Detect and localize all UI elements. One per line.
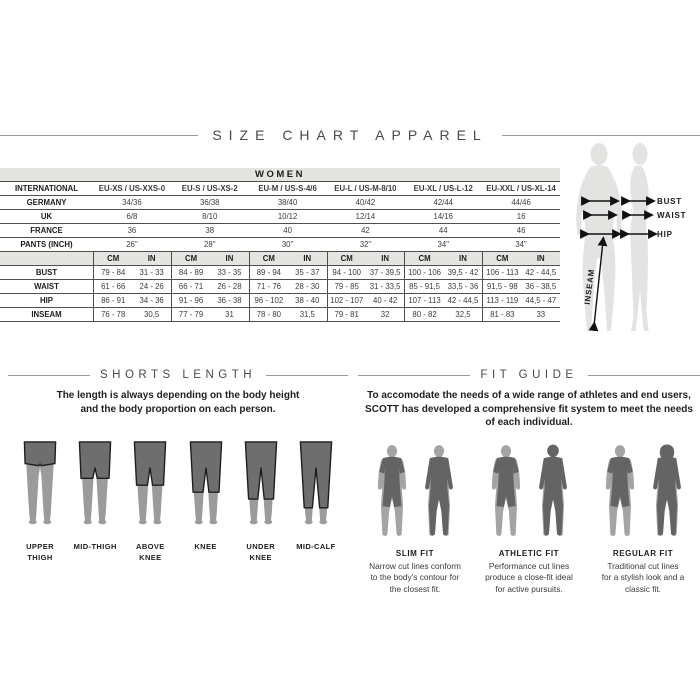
side-silhouette [630,143,649,331]
measure-group [93,308,171,321]
diagram-waist-label: WAIST [657,211,687,220]
measure-in-value: 33 [536,310,546,319]
shorts-label-line: KNEE [194,542,217,551]
unit-cm-label: CM [496,254,509,263]
table-cell: 6/8 [126,212,138,221]
women-silhouette-illustration [556,140,700,340]
table-cell: 44/46 [511,198,531,207]
table-cell: 44 [438,226,448,235]
shorts-length-item [14,440,66,564]
unit-in-label: IN [147,254,156,263]
measure-in-value: 31,5 [299,310,315,319]
measure-group [249,266,327,279]
measure-cm-value: 91,5 - 98 [486,282,518,291]
fit-figure-long [417,444,461,541]
fit-description-line: Narrow cut lines conform [369,560,461,571]
table-cell: 34" [437,240,449,249]
table-cell: 42/44 [433,198,453,207]
fit-figure-pair [370,444,461,541]
shorts-rule-right [266,375,348,376]
shorts-length-item [235,440,287,564]
measure-in-value: 31 - 33,5 [369,282,401,291]
fit-description-line: Performance cut lines [488,560,570,571]
shorts-length-label [26,541,54,564]
measure-in-value: 33,5 - 36 [447,282,479,291]
measure-group [249,294,327,307]
table-cell: 42 [361,226,370,235]
shorts-length-figure [69,440,121,527]
table-cell: EU-XS / US-XXS-0 [98,184,166,193]
table-unit-header-row [0,252,560,266]
unit-cm-label: CM [262,254,275,263]
shorts-length-item [69,440,121,564]
measure-in-value: 38 - 40 [295,296,320,305]
measure-cm-value: 86 - 91 [101,296,126,305]
table-cell: EU-S / US-XS-2 [181,184,238,193]
table-row [0,182,560,196]
unit-in-label: IN [225,254,234,263]
measure-cm-value: 80 - 82 [412,310,437,319]
shorts-length-figure [290,440,342,527]
measure-in-value: 32 [380,310,390,319]
table-row [0,196,560,210]
table-cell: 16 [516,212,526,221]
shorts-length-figure [235,440,287,527]
measure-cm-value: 85 - 91,5 [409,282,440,291]
table-row [0,238,560,252]
unit-header-group [93,252,171,265]
unit-header-group [171,252,249,265]
table-cell: EU-M / US-S-4/6 [258,184,317,193]
fit-description-line: Traditional cut lines [607,560,679,571]
table-cell: EU-XXL / US-XL-14 [486,184,556,193]
fit-figure-long-hood [645,444,689,541]
diagram-hip-label: HIP [657,230,673,239]
shorts-length-label [246,541,275,564]
shorts-length-figure [14,440,66,527]
measure-in-value: 44,5 - 47 [525,296,557,305]
fit-description-line: the closest fit. [389,583,441,594]
fit-rule-left [358,375,470,376]
fit-label: ATHLETIC FIT [498,548,560,558]
table-cell: 38 [205,226,215,235]
fit-description-line: classic fit. [625,583,661,594]
unit-in-label: IN [459,254,467,263]
measure-in-value: 24 - 26 [139,282,164,291]
fit-figure-pair [484,444,575,541]
table-cell: EU-L / US-M-8/10 [334,184,397,193]
unit-cm-label: CM [184,254,198,263]
title-rule-left [0,135,198,136]
measure-group [327,294,405,307]
table-row-label: UK [40,212,53,221]
unit-in-label: IN [536,254,545,263]
measure-group [171,266,249,279]
table-cell: 10/12 [277,212,298,221]
table-row-label: WAIST [34,282,59,291]
title-rule-right [502,135,700,136]
measure-cm-value: 79 - 81 [334,310,359,319]
measure-in-value: 31 [225,310,234,319]
fit-description [602,561,685,596]
shorts-length-item [290,440,342,564]
shorts-label-line: UNDER [246,542,276,551]
measure-cm-value: 94 - 100 [332,268,362,277]
measure-in-value: 40 - 42 [372,296,398,305]
shorts-label-line: ABOVE [136,542,165,551]
table-cell: 14/16 [433,212,453,221]
shorts-label-line: THIGH [27,553,53,563]
table-row [0,266,560,280]
measure-group [482,294,560,307]
measure-cm-value: 81 - 83 [490,310,515,319]
shorts-label-line: KNEE [139,553,162,563]
measure-cm-value: 78 - 80 [256,310,281,319]
measure-cm-value: 77 - 79 [178,310,204,319]
table-row-label: BUST [35,268,58,277]
measure-cm-value: 102 - 107 [330,296,364,305]
shorts-label-line: KNEE [249,553,272,563]
fit-guide-section [358,369,700,595]
measure-cm-value: 76 - 78 [101,310,126,319]
fit-label: SLIM FIT [395,548,435,558]
shorts-section-description: The length is always depending on the body height and the body proportion on each person. [56,390,300,415]
table-cell: 8/10 [202,212,218,221]
measure-group [327,308,405,321]
women-size-table [0,168,560,322]
measure-in-value: 36 - 38,5 [525,282,557,291]
measure-cm-value: 79 - 84 [101,268,126,277]
measure-cm-value: 106 - 113 [486,268,519,277]
shorts-rule-left [8,375,90,376]
measure-group [249,280,327,293]
shorts-label-line: MID-THIGH [73,542,117,551]
measure-in-value: 32,5 [455,310,471,319]
table-row-label: HIP [40,296,53,305]
fit-section-title: FIT GUIDE [480,369,578,381]
table-cell: 28" [204,240,216,249]
fit-guide-item [588,444,698,596]
measure-group [404,266,482,279]
measure-cm-value: 66 - 71 [178,282,204,291]
measure-group [404,280,482,293]
unit-header-group [482,252,560,265]
measure-in-value: 28 - 30 [295,282,320,291]
measure-cm-value: 96 - 102 [254,296,284,305]
shorts-length-figure [124,440,176,527]
measure-group [171,308,249,321]
fit-rule-right [588,375,700,376]
measure-in-value: 37 - 39,5 [369,268,401,277]
measure-cm-value: 91 - 96 [178,296,204,305]
fit-description [485,561,573,596]
table-cell: 30" [281,240,294,249]
measure-group [93,280,171,293]
fit-description-line: to the body's contour for [370,572,460,583]
table-cell: 34" [515,240,527,249]
fit-section-description: To accomodate the needs of a wide range of athletes and end users, SCOTT has developed a comprehensive fit system to meet the needs of each individual. [365,390,693,428]
table-cell: 36/38 [199,198,220,207]
measure-group [482,266,560,279]
shorts-length-item [180,440,232,564]
unit-in-label: IN [303,254,312,263]
measure-in-value: 42 - 44,5 [525,268,557,277]
measure-cm-value: 71 - 76 [256,282,281,291]
measure-cm-value: 113 - 119 [486,296,519,305]
fit-figure-long-helmet [531,444,575,541]
measure-cm-value: 79 - 85 [334,282,359,291]
measure-cm-value: 61 - 66 [101,282,126,291]
fit-figures-row [358,444,700,596]
table-row-label: FRANCE [30,226,63,235]
measure-group [171,280,249,293]
table-cell: 32" [359,240,372,249]
measure-group [93,294,171,307]
fit-guide-item [360,444,470,596]
unit-header-group [404,252,482,265]
table-row-label: PANTS (INCH) [20,240,73,249]
shorts-length-item [124,440,176,564]
shorts-length-section [8,369,348,564]
table-row [0,210,560,224]
measure-in-value: 31 - 33 [139,268,164,277]
table-cell: 38/40 [277,198,298,207]
table-row-label: GERMANY [26,198,67,207]
fit-description-line: for a stylish look and a [601,572,685,583]
measure-cm-value: 100 - 106 [408,268,442,277]
measure-group [93,266,171,279]
table-cell: 46 [516,226,526,235]
fit-figure-tee [370,444,414,541]
table-gender-header: WOMEN [0,168,560,182]
table-cell: 40/42 [355,198,376,207]
table-cell: 40 [283,226,292,235]
measure-group [482,308,560,321]
table-row [0,224,560,238]
shorts-label-line: MID-CALF [296,542,336,551]
unit-header-group [327,252,405,265]
table-cell: 36 [127,226,137,235]
unit-cm-label: CM [340,254,353,263]
shorts-length-label [194,541,216,552]
measure-cm-value: 84 - 89 [178,268,204,277]
measure-in-value: 33 - 35 [217,268,242,277]
table-row [0,280,560,294]
page-title: SIZE CHART APPAREL [212,127,488,143]
measure-in-value: 26 - 28 [217,282,242,291]
measure-in-value: 30,5 [144,310,160,319]
measure-group [404,308,482,321]
measure-in-value: 34 - 36 [139,296,164,305]
measure-group [327,280,405,293]
measure-group [171,294,249,307]
measure-cm-value: 89 - 94 [256,268,281,277]
shorts-length-figure [180,440,232,527]
table-row-label [0,252,93,265]
measure-group [327,266,405,279]
table-row-label: INTERNATIONAL [14,184,79,193]
fit-figure-tee [484,444,528,541]
unit-cm-label: CM [418,254,431,263]
table-row-label: INSEAM [31,310,62,319]
fit-guide-item [474,444,584,596]
fit-label: REGULAR FIT [612,548,674,558]
measure-in-value: 35 - 37 [295,268,320,277]
shorts-length-label [136,541,165,564]
measure-group [404,294,482,307]
fit-description-line: produce a close-fit ideal [485,572,573,583]
table-row [0,308,560,322]
fit-description [369,561,461,596]
shorts-section-title: SHORTS LENGTH [99,369,257,381]
table-row [0,294,560,308]
shorts-length-label [296,541,335,552]
shorts-figures-row [8,440,348,564]
shorts-length-label [74,541,117,552]
unit-cm-label: CM [107,254,120,263]
fit-figure-pair [598,444,689,541]
table-cell: 34/36 [122,198,142,207]
table-cell: 26" [126,240,138,249]
shorts-label-line: UPPER [26,542,54,551]
measure-group [249,308,327,321]
table-cell: 12/14 [355,212,376,221]
diagram-inseam-label: INSEAM [582,268,597,306]
diagram-bust-label: BUST [657,197,682,206]
measure-in-value: 39,5 - 42 [447,268,479,277]
measure-in-value: 42 - 44,5 [447,296,479,305]
table-cell: EU-XL / US-L-12 [413,184,473,193]
fit-description-line: for active pursuits. [495,583,563,594]
measure-group [482,280,560,293]
unit-header-group [249,252,327,265]
fit-figure-tee [598,444,642,541]
measure-in-value: 36 - 38 [217,296,242,305]
body-measure-diagram [556,140,700,340]
measure-cm-value: 107 - 113 [408,296,441,305]
unit-in-label: IN [381,254,390,263]
